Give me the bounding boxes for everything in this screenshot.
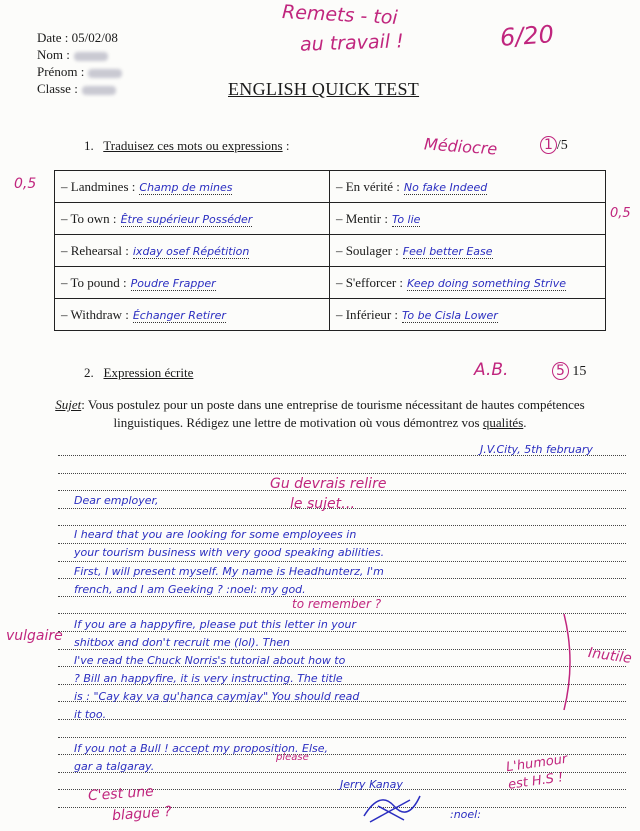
- vocab-row: [55, 203, 606, 235]
- ruled-line: [58, 561, 626, 562]
- vocab-answer: Être supérieur Posséder: [120, 212, 253, 226]
- vocab-cell-left: [55, 299, 330, 331]
- ruled-line: [58, 737, 626, 738]
- ruled-line: [58, 613, 626, 614]
- vocab-cell-left: [55, 203, 330, 235]
- ruled-line: [58, 631, 626, 632]
- vocab-cell-right: [329, 203, 605, 235]
- vocab-term: – Rehearsal :: [61, 242, 129, 258]
- vocab-answer: To lie: [391, 212, 421, 226]
- vocab-answer: No fake Indeed: [403, 180, 488, 194]
- sujet-label: Sujet: [55, 397, 82, 412]
- letter-line-2: I heard that you are looking for some employees in: [74, 528, 357, 541]
- please-comment: please: [276, 752, 309, 763]
- vocab-cell-right: [329, 267, 605, 299]
- section1-number: 1.: [84, 138, 94, 153]
- useless-comment: Inutile: [587, 645, 633, 667]
- letter-line-4: First, I will present myself. My name is Headhunterz, I'm: [74, 565, 384, 578]
- redacted-class: [82, 86, 116, 95]
- humour-comment-2: est H.S !: [507, 770, 565, 793]
- vocab-row: [55, 171, 606, 203]
- ruled-line: [58, 473, 626, 474]
- vocab-answer: Champ de mines: [139, 180, 233, 194]
- letter-line-12: If you not a Bull ! accept my proposition. Else,: [74, 742, 329, 755]
- vocab-answer: Échanger Retirer: [132, 308, 226, 322]
- vocab-term: – S'efforcer :: [335, 274, 404, 290]
- vocab-row: [55, 299, 606, 331]
- sujet-text: : Vous postulez pour un poste dans une entreprise de tourisme nécessitant de hautes compétences linguistiques. Rédigez une lettre de motivation où vous démontrez vos: [81, 397, 585, 430]
- sujet-paragraph: [40, 396, 600, 432]
- humour-comment-1: L'humour: [505, 751, 569, 776]
- margin-score-right: 0,5: [610, 206, 631, 221]
- section1-score: 1: [540, 136, 557, 154]
- section1-max: /5: [556, 138, 568, 153]
- section2-score: 5: [552, 362, 569, 380]
- letter-line-0: J.V.City, 5th february: [480, 443, 593, 456]
- vocab-table: [54, 170, 606, 331]
- vulgar-comment: vulgaire: [6, 628, 63, 644]
- page-title: ENGLISH QUICK TEST: [228, 79, 420, 99]
- letter-line-3: your tourism business with very good speaking abilities.: [74, 546, 385, 559]
- nom-label: Nom :: [37, 47, 70, 62]
- ruled-line: [58, 578, 626, 579]
- prenom-line: [37, 63, 122, 80]
- classe-line: [37, 80, 116, 97]
- letter-line-9: ? Bill an happyfire, it is very instructing. The title: [74, 672, 343, 685]
- vocab-term: – To own :: [61, 210, 117, 226]
- vocab-answer: Feel better Ease: [402, 244, 493, 258]
- section2-max-value: 15: [572, 364, 587, 379]
- vocab-term: – En vérité :: [335, 178, 400, 194]
- margin-bracket: [560, 612, 580, 712]
- section2-score-box: [552, 362, 586, 380]
- sujet-qualites: qualités: [482, 415, 524, 430]
- teacher-comment-line1: Remets - toi: [281, 0, 399, 30]
- vocab-cell-left: [55, 267, 330, 299]
- section1-title: Traduisez ces mots ou expressions: [103, 138, 283, 153]
- section2-heading: [84, 365, 193, 381]
- vocab-answer: ixday osef Répétition: [132, 244, 250, 258]
- letter-line-7: shitbox and don't recruit me (lol). Then: [74, 636, 291, 649]
- sujet-dot: .: [523, 415, 527, 430]
- margin-score-left: 0,5: [14, 176, 37, 192]
- total-score: 6/20: [499, 20, 555, 52]
- date-line: [37, 29, 118, 46]
- letter-line-13: gar a talgaray.: [74, 760, 155, 773]
- section1-colon: :: [285, 138, 290, 153]
- letter-line-6: If you are a happyfire, please put this letter in your: [74, 618, 357, 631]
- section2-remark: A.B.: [474, 360, 509, 380]
- offtopic-comment-1: Gu devrais relire: [270, 476, 387, 492]
- vocab-row: [55, 267, 606, 299]
- letter-line-10: is : "Cay kay va gu'hanca caymjay" You should read: [74, 690, 360, 703]
- vocab-term: – Soulager :: [335, 242, 399, 258]
- vocab-answer: Poudre Frapper: [130, 276, 216, 290]
- vocab-cell-left: [55, 235, 330, 267]
- letter-line-8: I've read the Chuck Norris's tutorial about how to: [74, 654, 346, 667]
- vocab-cell-left: [55, 171, 330, 203]
- section1-score-box: [540, 136, 568, 154]
- remember-comment: to remember ?: [292, 597, 382, 611]
- letter-line-14: Jerry Kanay: [340, 778, 403, 791]
- ruled-line: [58, 719, 626, 720]
- joke-comment-1: C'est une: [87, 783, 155, 805]
- letter-line-15: :noel:: [450, 808, 481, 821]
- letter-line-1: Dear employer,: [74, 494, 159, 507]
- date-label: Date :: [37, 30, 69, 45]
- offtopic-comment-2: le sujet…: [290, 496, 356, 512]
- vocab-row: [55, 235, 606, 267]
- vocab-term: – Withdraw :: [61, 306, 129, 322]
- section1-remark: Médiocre: [423, 134, 498, 159]
- ruled-line: [58, 543, 626, 544]
- vocab-answer: To be Cisla Lower: [402, 308, 498, 322]
- redacted-name: [74, 52, 108, 61]
- prenom-label: Prénom :: [37, 64, 85, 79]
- vocab-term: – Mentir :: [335, 210, 388, 226]
- redacted-firstname: [88, 69, 122, 78]
- letter-line-11: it too.: [74, 708, 107, 721]
- ruled-line: [58, 649, 626, 650]
- section1-heading: [84, 138, 289, 154]
- vocab-term: – Landmines :: [61, 178, 136, 194]
- date-value: 05/02/08: [71, 30, 118, 45]
- joke-comment-2: blague ?: [111, 803, 173, 825]
- vocab-answer: Keep doing something Strive: [407, 276, 566, 290]
- vocab-cell-right: [329, 235, 605, 267]
- classe-label: Classe :: [37, 81, 78, 96]
- nom-line: [37, 46, 108, 63]
- section2-number: 2.: [84, 365, 94, 380]
- section2-title: Expression écrite: [103, 365, 194, 380]
- vocab-term: – Inférieur :: [335, 306, 399, 322]
- letter-line-5: french, and I am Geeking ? :noel: my god.: [74, 583, 306, 596]
- signature-scribble: [360, 786, 440, 826]
- vocab-term: – To pound :: [61, 274, 127, 290]
- ruled-line: [58, 525, 626, 526]
- vocab-cell-right: [329, 299, 605, 331]
- vocab-cell-right: [329, 171, 605, 203]
- teacher-comment-line2: au travail !: [299, 30, 405, 56]
